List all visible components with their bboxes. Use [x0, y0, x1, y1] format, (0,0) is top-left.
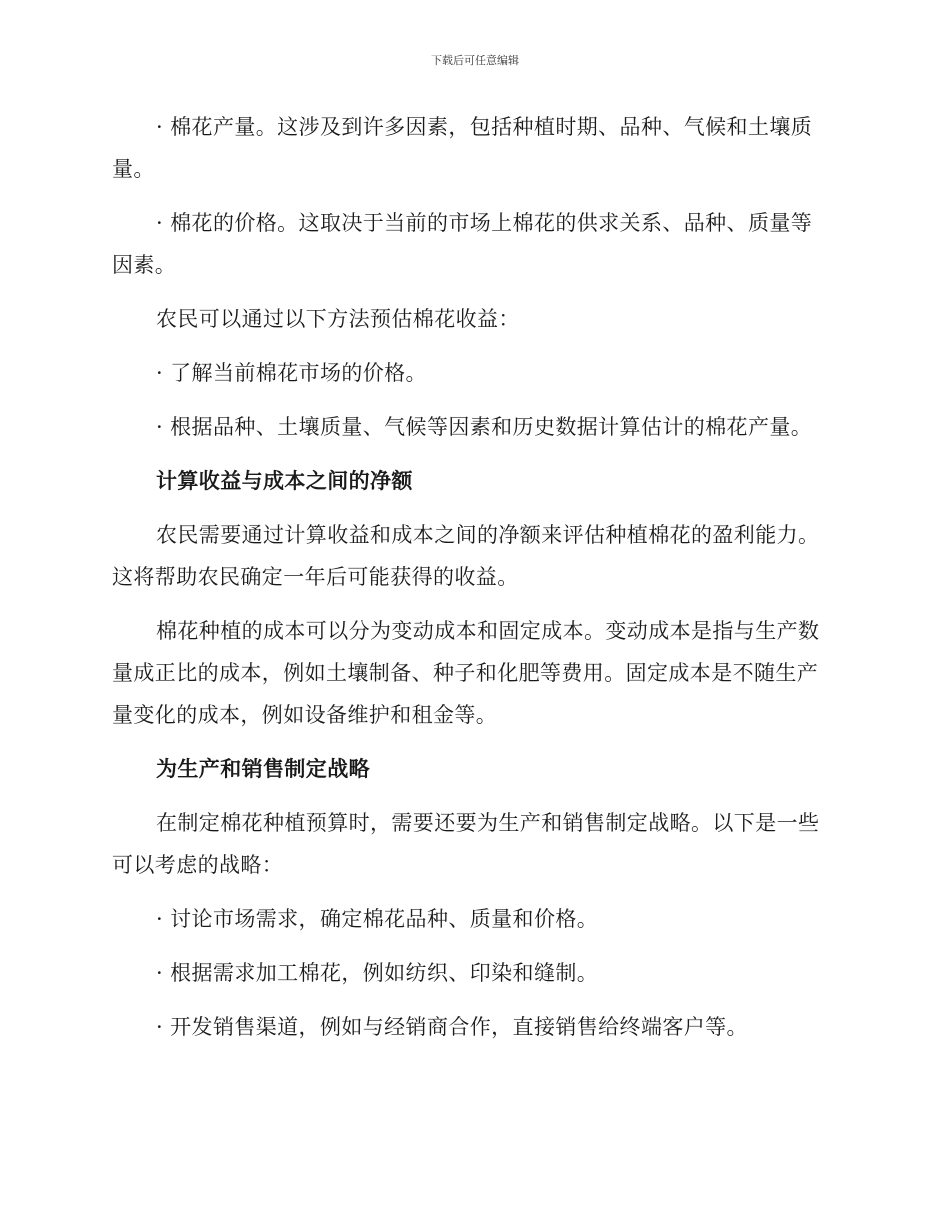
bullet-cotton-price: · 棉花的价格。这取决于当前的市场上棉花的供求关系、品种、质量等因素。 — [112, 211, 813, 277]
paragraph-costs: 棉花种植的成本可以分为变动成本和固定成本。变动成本是指与生产数量成正比的成本，例如土壤制备、种子和化肥等费用。固定成本是不随生产量变化的成本，例如设备维护和租金等。 — [112, 619, 820, 727]
bullet-cotton-yield: · 棉花产量。这涉及到许多因素，包括种植时期、品种、气候和土壤质量。 — [112, 115, 813, 181]
page-header-note: 下载后可任意编辑 — [431, 54, 519, 67]
section-heading-net-amount: 计算收益与成本之间的净额 — [156, 469, 413, 493]
paragraph-net-amount: 农民需要通过计算收益和成本之间的净额来评估种植棉花的盈利能力。这将帮助农民确定一年后可能获得的收益。 — [112, 523, 820, 589]
paragraph-estimate-methods: 农民可以通过以下方法预估棉花收益： — [156, 307, 520, 331]
document-body — [112, 106, 830, 1048]
bullet-market-price: · 了解当前棉花市场的价格。 — [156, 361, 427, 385]
bullet-sales-channels: · 开发销售渠道，例如与经销商合作，直接销售给终端客户等。 — [156, 1015, 748, 1039]
section-heading-strategy: 为生产和销售制定战略 — [156, 757, 370, 781]
bullet-estimate-yield: · 根据品种、土壤质量、气候等因素和历史数据计算估计的棉花产量。 — [156, 415, 813, 439]
bullet-processing: · 根据需求加工棉花，例如纺织、印染和缝制。 — [156, 961, 599, 985]
paragraph-strategy-intro: 在制定棉花种植预算时，需要还要为生产和销售制定战略。以下是一些可以考虑的战略： — [112, 811, 820, 877]
bullet-market-demand: · 讨论市场需求，确定棉花品种、质量和价格。 — [156, 907, 599, 931]
